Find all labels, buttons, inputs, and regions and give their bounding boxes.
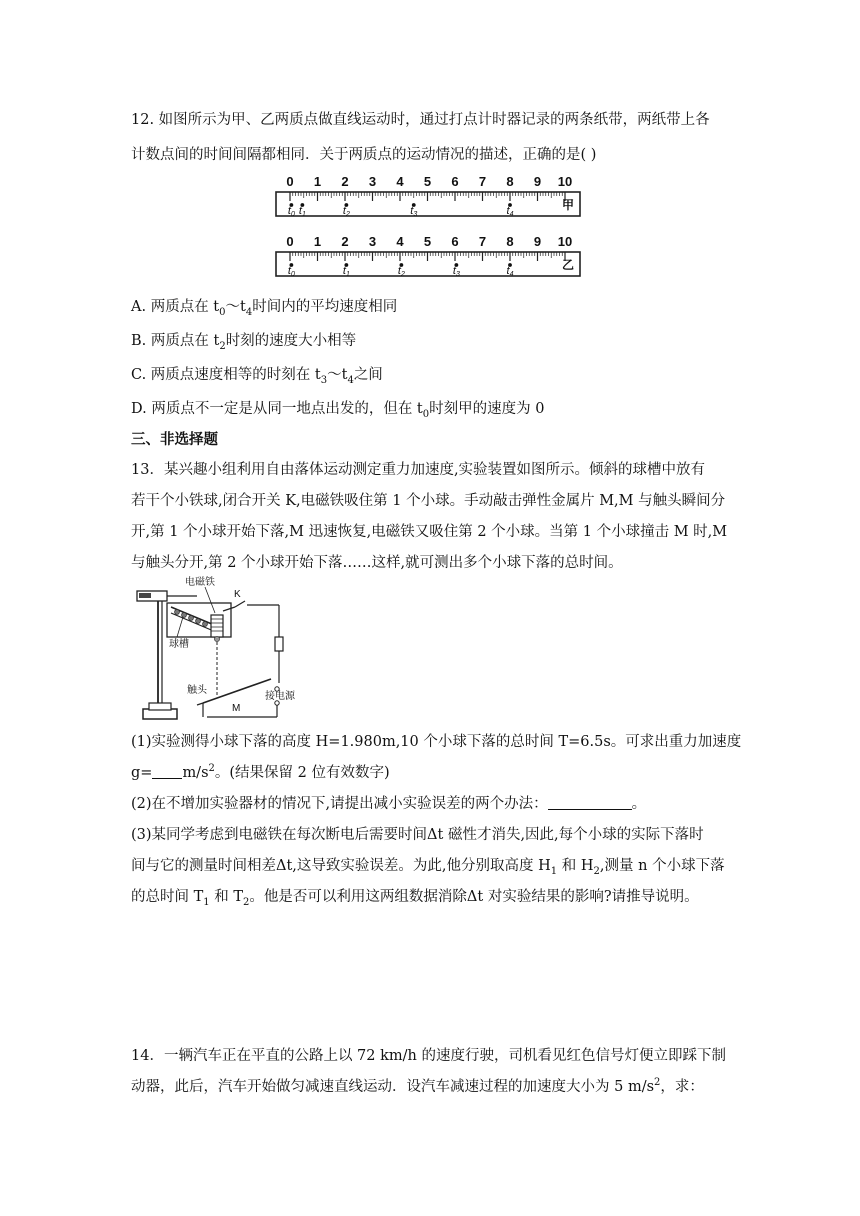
q13-sub1-line-2: $g= m/s^2$。(结果保留 2 位有效数字) xyxy=(131,763,390,781)
tape-point-label: t3 xyxy=(410,205,418,218)
q14-line-2: 动器，此后，汽车开始做匀减速直线运动．设汽车减速过程的加速度大小为 5 $m/s^2$，求： xyxy=(131,1077,704,1095)
scale-label: 10 xyxy=(557,234,573,249)
q13-sub2: (2)在不增加实验器材的情况下,请提出减小实验误差的两个办法： 。 xyxy=(131,796,647,812)
scale-label: 6 xyxy=(451,234,459,249)
q13-sub3-line-1: (3)某同学考虑到电磁铁在每次断电后需要时间Δt 磁性才消失,因此,每个小球的实际下落时 xyxy=(131,827,704,843)
tape-point-label: t2 xyxy=(397,265,405,278)
label-power: 接电源 xyxy=(265,691,295,702)
label-switch: K xyxy=(234,589,241,600)
tape-point-label: t4 xyxy=(506,205,514,218)
label-magnet: 电磁铁 xyxy=(185,577,215,588)
q14-line-1: 14．一辆汽车正在平直的公路上以 72 km/h 的速度行驶，司机看见红色信号灯便立即踩下制 xyxy=(131,1048,726,1064)
ticker-tape-figure xyxy=(270,172,590,290)
q12-option-c: C. 两质点速度相等的时刻在 $t_3\sim t_4$之间 xyxy=(131,367,383,386)
scale-label: 9 xyxy=(533,174,542,189)
scale-label: 0 xyxy=(286,174,294,189)
scale-label: 2 xyxy=(341,174,349,189)
q12-line-2: 计数点间的时间间隔都相同．关于两质点的运动情况的描述，正确的是( ) xyxy=(131,147,597,163)
q12-option-a: A. 两质点在 $t_0\sim t_4$时间内的平均速度相同 xyxy=(131,299,398,318)
q13-sub3-line-3: 的总时间 $T_1$ 和 $T_2$。他是否可以利用这两组数据消除Δt 对实验结果的影响?请推导说明。 xyxy=(131,889,699,908)
scale-label: 1 xyxy=(313,174,322,189)
scale-label: 2 xyxy=(341,234,349,249)
tape-point-label: t4 xyxy=(506,265,514,278)
section-heading: 三、非选择题 xyxy=(131,431,218,448)
q13-line-3: 开,第 1 个小球开始下落,M 迅速恢复,电磁铁又吸住第 2 个小球。当第 1 个小球撞击 M 时,M xyxy=(131,524,728,540)
scale-label: 5 xyxy=(423,174,432,189)
q13-sub3-line-2: 间与它的测量时间相差Δt,这导致实验误差。为此,他分别取高度 $H_1$ 和 $H_2$,测量 n 个小球下落 xyxy=(131,858,725,877)
scale-label: 0 xyxy=(286,234,294,249)
label-contact: 触头 xyxy=(187,685,207,696)
scale-label: 4 xyxy=(396,174,404,189)
q12-option-b: B. 两质点在 $t_2$时刻的速度大小相等 xyxy=(131,333,357,352)
scale-label: 10 xyxy=(557,174,573,189)
q13-line-2: 若干个小铁球,闭合开关 K,电磁铁吸住第 1 个小球。手动敲击弹性金属片 M,M 与触头瞬间分 xyxy=(131,493,726,509)
answer-blank-g[interactable] xyxy=(152,764,182,779)
scale-label: 3 xyxy=(368,174,377,189)
scale-label: 4 xyxy=(396,234,404,249)
q13-line-4: 与触头分开,第 2 个小球开始下落……这样,就可测出多个小球下落的总时间。 xyxy=(131,555,623,571)
q13-line-1: 13．某兴趣小组利用自由落体运动测定重力加速度,实验装置如图所示。倾斜的球槽中放有 xyxy=(131,462,706,478)
tape-name-bottom: 乙 xyxy=(562,258,575,272)
scale-label: 6 xyxy=(451,174,459,189)
q12-line-1: 12. 如图所示为甲、乙两质点做直线运动时，通过打点计时器记录的两条纸带，两纸带上各 xyxy=(131,112,710,128)
apparatus-figure xyxy=(131,575,299,723)
tape-point-label: t1 xyxy=(342,265,350,278)
scale-label: 5 xyxy=(423,234,432,249)
tape-point-label: t2 xyxy=(342,205,350,218)
scale-label: 1 xyxy=(313,234,322,249)
label-trough: 球槽 xyxy=(169,639,189,650)
scale-label: 9 xyxy=(533,234,542,249)
scale-label: 7 xyxy=(478,234,487,249)
tape-point-label: t1 xyxy=(298,205,306,218)
tape-point-label: t0 xyxy=(287,265,295,278)
tape-point-label: t3 xyxy=(452,265,460,278)
scale-label: 8 xyxy=(506,234,514,249)
label-plate: M xyxy=(232,703,241,714)
tape-point-label: t0 xyxy=(287,205,295,218)
answer-blank-methods[interactable] xyxy=(548,795,632,810)
q13-sub1-line-1: (1)实验测得小球下落的高度 H=1.980m,10 个小球下落的总时间 T=6.5s。可求出重力加速度 xyxy=(131,734,742,750)
scale-label: 3 xyxy=(368,234,377,249)
scale-label: 8 xyxy=(506,174,514,189)
tape-name-top: 甲 xyxy=(562,198,575,212)
scale-label: 7 xyxy=(478,174,487,189)
q12-option-d: D. 两质点不一定是从同一地点出发的，但在 $t_0$时刻甲的速度为 0 xyxy=(131,401,545,420)
